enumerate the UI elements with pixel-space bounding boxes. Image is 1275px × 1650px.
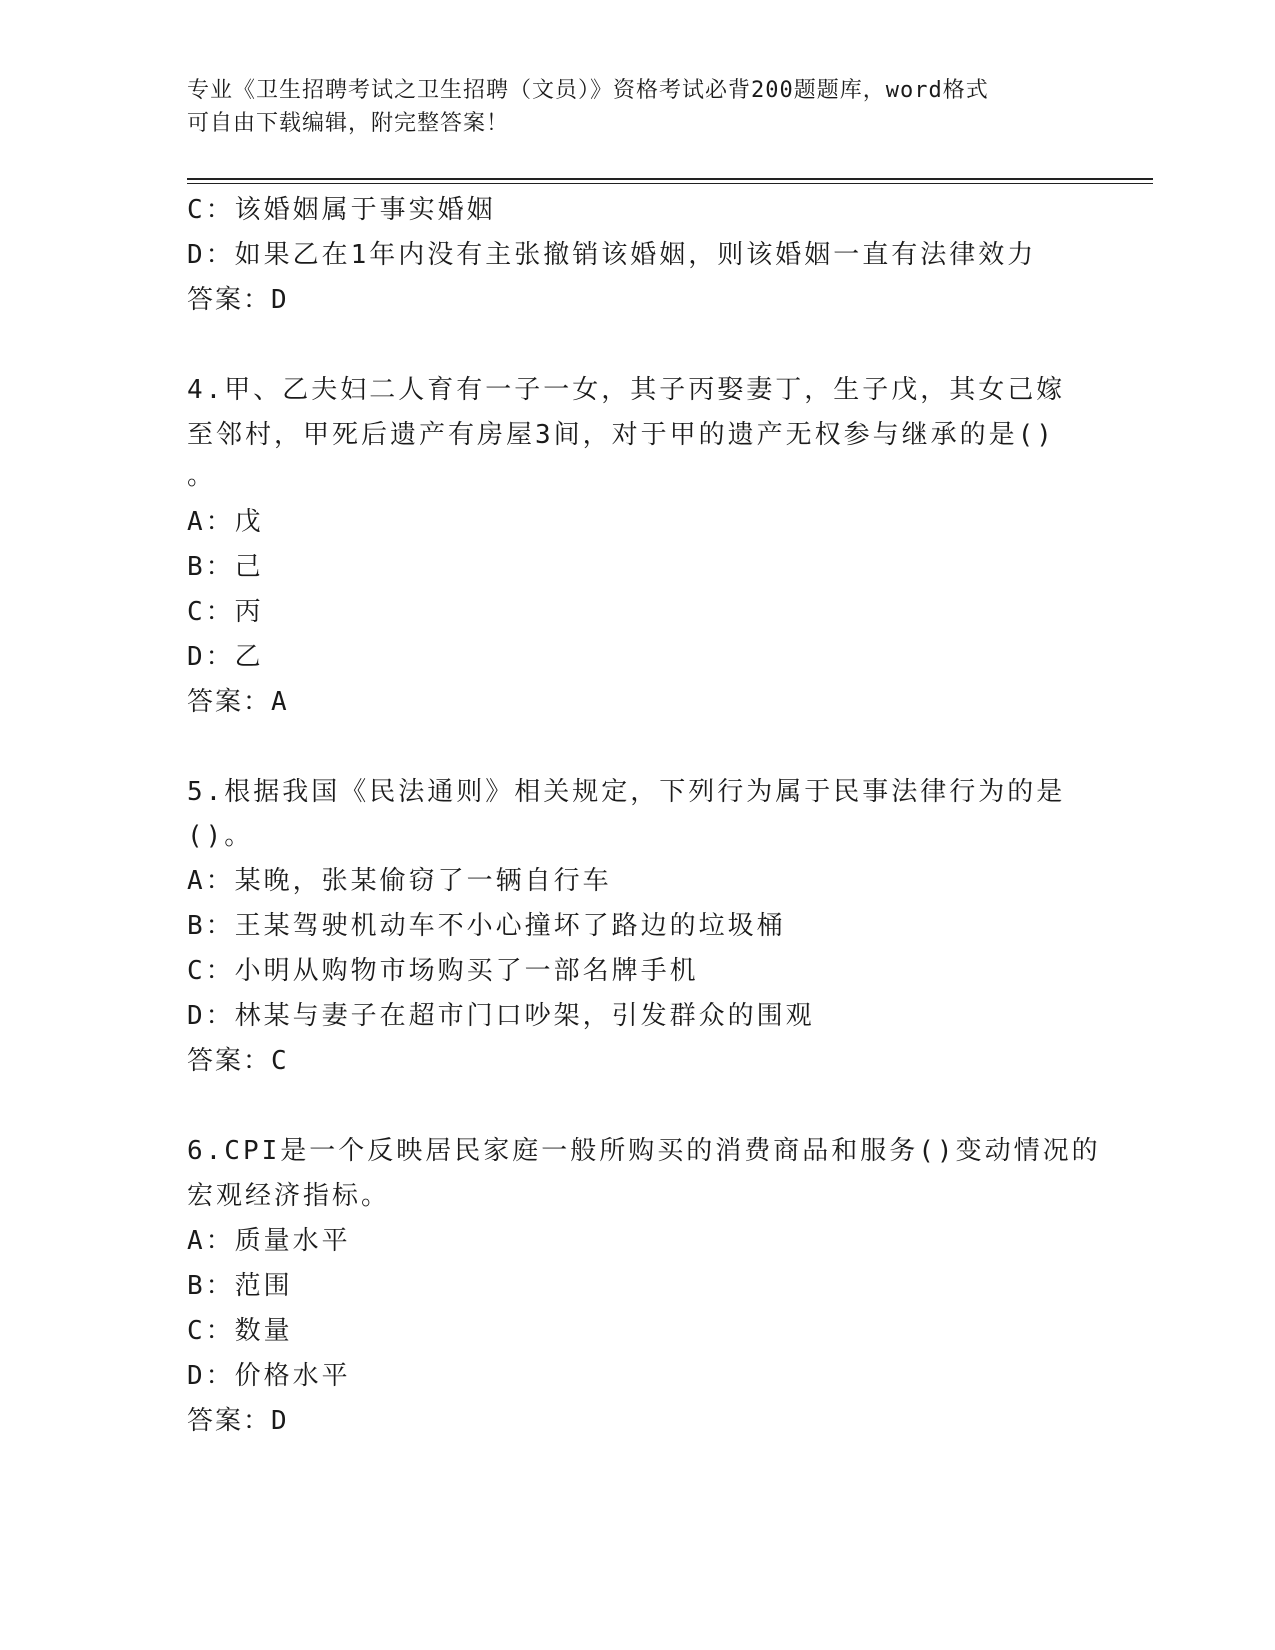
document-header bbox=[187, 74, 1077, 140]
q3-option-d: D：如果乙在1年内没有主张撤销该婚姻，则该婚姻一直有法律效力 bbox=[187, 240, 1037, 270]
q5-stem-line-2: ()。 bbox=[187, 821, 254, 851]
q5-option-c: C：小明从购物市场购买了一部名牌手机 bbox=[187, 956, 699, 986]
q4-stem-line-1: 4.甲、乙夫妇二人育有一子一女，其子丙娶妻丁，生子戊，其女己嫁 bbox=[187, 375, 1066, 405]
q6-option-a: A：质量水平 bbox=[187, 1226, 351, 1256]
q4-option-d: D：乙 bbox=[187, 642, 264, 672]
q5-option-a: A：某晚，张某偷窃了一辆自行车 bbox=[187, 866, 612, 896]
q6-option-c: C：数量 bbox=[187, 1316, 293, 1346]
q4-option-a: A：戊 bbox=[187, 507, 264, 537]
q4-stem-line-2: 至邻村，甲死后遗产有房屋3间，对于甲的遗产无权参与继承的是() bbox=[187, 420, 1055, 450]
q5-option-b: B：王某驾驶机动车不小心撞坏了路边的垃圾桶 bbox=[187, 911, 786, 941]
q3-option-c: C：该婚姻属于事实婚姻 bbox=[187, 195, 496, 225]
q4-option-b: B：己 bbox=[187, 552, 264, 582]
header-divider-thin bbox=[187, 183, 1153, 184]
q6-stem-line-1: 6.CPI是一个反映居民家庭一般所购买的消费商品和服务()变动情况的 bbox=[187, 1136, 1101, 1166]
q3-answer: 答案：D bbox=[187, 285, 289, 315]
q4-answer: 答案：A bbox=[187, 687, 289, 717]
q6-stem-line-2: 宏观经济指标。 bbox=[187, 1181, 391, 1211]
q5-stem-line-1: 5.根据我国《民法通则》相关规定，下列行为属于民事法律行为的是 bbox=[187, 777, 1066, 807]
q6-option-d: D：价格水平 bbox=[187, 1361, 351, 1391]
header-title-line-2: 可自由下载编辑，附完整答案！ bbox=[187, 111, 510, 136]
q6-answer: 答案：D bbox=[187, 1406, 289, 1436]
q5-option-d: D：林某与妻子在超市门口吵架，引发群众的围观 bbox=[187, 1001, 815, 1031]
q6-option-b: B：范围 bbox=[187, 1271, 293, 1301]
q4-option-c: C：丙 bbox=[187, 597, 264, 627]
q5-answer: 答案：C bbox=[187, 1046, 289, 1076]
header-title-line-1: 专业《卫生招聘考试之卫生招聘（文员）》资格考试必背200题题库，word格式 bbox=[187, 78, 989, 103]
header-divider-thick bbox=[187, 178, 1153, 180]
q4-stem-line-3: 。 bbox=[187, 461, 217, 491]
